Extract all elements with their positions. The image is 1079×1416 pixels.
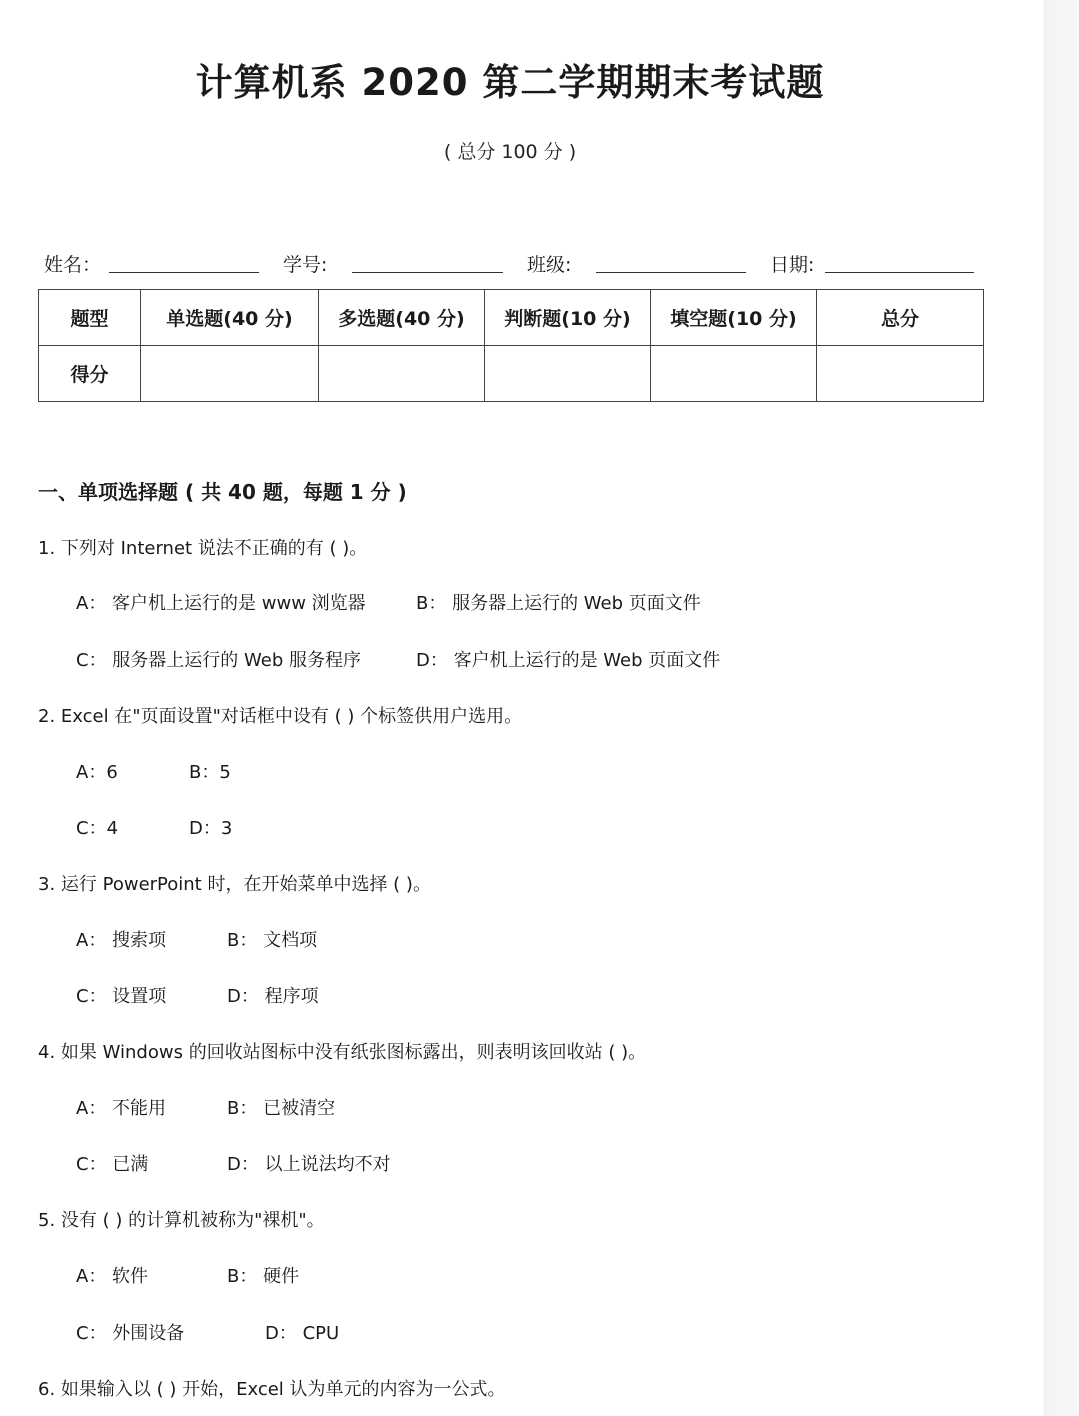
- section-title: 一、单项选择题 ( 共 40 题，每题 1 分 ): [38, 480, 407, 504]
- question-5-stem: 5. 没有 ( ) 的计算机被称为"裸机"。: [38, 1210, 325, 1231]
- score-cell[interactable]: [651, 346, 817, 402]
- score-cell-total[interactable]: [817, 346, 984, 402]
- score-cell[interactable]: [319, 346, 485, 402]
- header-cell-fill-blank: 填空题(10 分): [651, 290, 817, 346]
- exam-title: 计算机系 2020 第二学期期末考试题: [195, 61, 825, 104]
- score-cell[interactable]: [485, 346, 651, 402]
- score-cell[interactable]: [141, 346, 319, 402]
- score-row-label: 得分: [39, 346, 141, 402]
- header-cell-true-false: 判断题(10 分): [485, 290, 651, 346]
- name-blank[interactable]: [109, 272, 259, 273]
- question-3-option-b: B： 文档项: [227, 930, 318, 951]
- question-1-option-a: A： 客户机上运行的是 www 浏览器: [76, 593, 366, 614]
- score-table-score-row: [39, 346, 984, 402]
- question-1-option-b: B： 服务器上运行的 Web 页面文件: [416, 593, 701, 614]
- question-6-stem: 6. 如果输入以 ( ) 开始，Excel 认为单元的内容为一公式。: [38, 1379, 506, 1400]
- question-2-option-c: C：4: [76, 818, 119, 839]
- header-cell-total: 总分: [817, 290, 984, 346]
- question-2-option-d: D：3: [189, 818, 233, 839]
- question-5-option-d: D： CPU: [265, 1323, 340, 1344]
- question-5-option-c: C： 外围设备: [76, 1323, 185, 1344]
- student-info-row: [0, 248, 1044, 278]
- question-3-stem: 3. 运行 PowerPoint 时，在开始菜单中选择 ( )。: [38, 874, 431, 895]
- question-2-option-a: A：6: [76, 762, 118, 783]
- question-1-option-d: D： 客户机上运行的是 Web 页面文件: [416, 650, 721, 671]
- question-5-option-b: B： 硬件: [227, 1266, 300, 1287]
- header-cell-multi-choice: 多选题(40 分): [319, 290, 485, 346]
- question-5-option-a: A： 软件: [76, 1266, 149, 1287]
- question-2-option-b: B：5: [189, 762, 231, 783]
- student-id-blank[interactable]: [352, 272, 503, 273]
- score-table-header-row: [39, 290, 984, 346]
- question-1-option-c: C： 服务器上运行的 Web 服务程序: [76, 650, 361, 671]
- question-3-option-a: A： 搜索项: [76, 930, 167, 951]
- question-3-option-c: C： 设置项: [76, 986, 167, 1007]
- exam-subtitle: ( 总分 100 分 ): [443, 141, 577, 163]
- question-4-option-a: A： 不能用: [76, 1098, 167, 1119]
- question-2-stem: 2. Excel 在"页面设置"对话框中设有 ( ) 个标签供用户选用。: [38, 706, 523, 727]
- name-label: 姓名：: [44, 254, 102, 276]
- student-id-label: 学号:: [283, 254, 328, 276]
- header-cell-single-choice: 单选题(40 分): [141, 290, 319, 346]
- header-cell-type: 题型: [39, 290, 141, 346]
- question-4-option-b: B： 已被清空: [227, 1098, 336, 1119]
- class-label: 班级:: [527, 254, 572, 276]
- date-label: 日期:: [770, 254, 815, 276]
- question-4-option-d: D： 以上说法均不对: [227, 1154, 391, 1175]
- question-3-option-d: D： 程序项: [227, 986, 319, 1007]
- score-table: [38, 289, 984, 402]
- question-1-stem: 1. 下列对 Internet 说法不正确的有 ( )。: [38, 538, 368, 559]
- page-edge: [1044, 0, 1079, 1416]
- date-blank[interactable]: [825, 272, 974, 273]
- question-4-stem: 4. 如果 Windows 的回收站图标中没有纸张图标露出，则表明该回收站 ( )。: [38, 1042, 647, 1063]
- class-blank[interactable]: [596, 272, 746, 273]
- question-4-option-c: C： 已满: [76, 1154, 149, 1175]
